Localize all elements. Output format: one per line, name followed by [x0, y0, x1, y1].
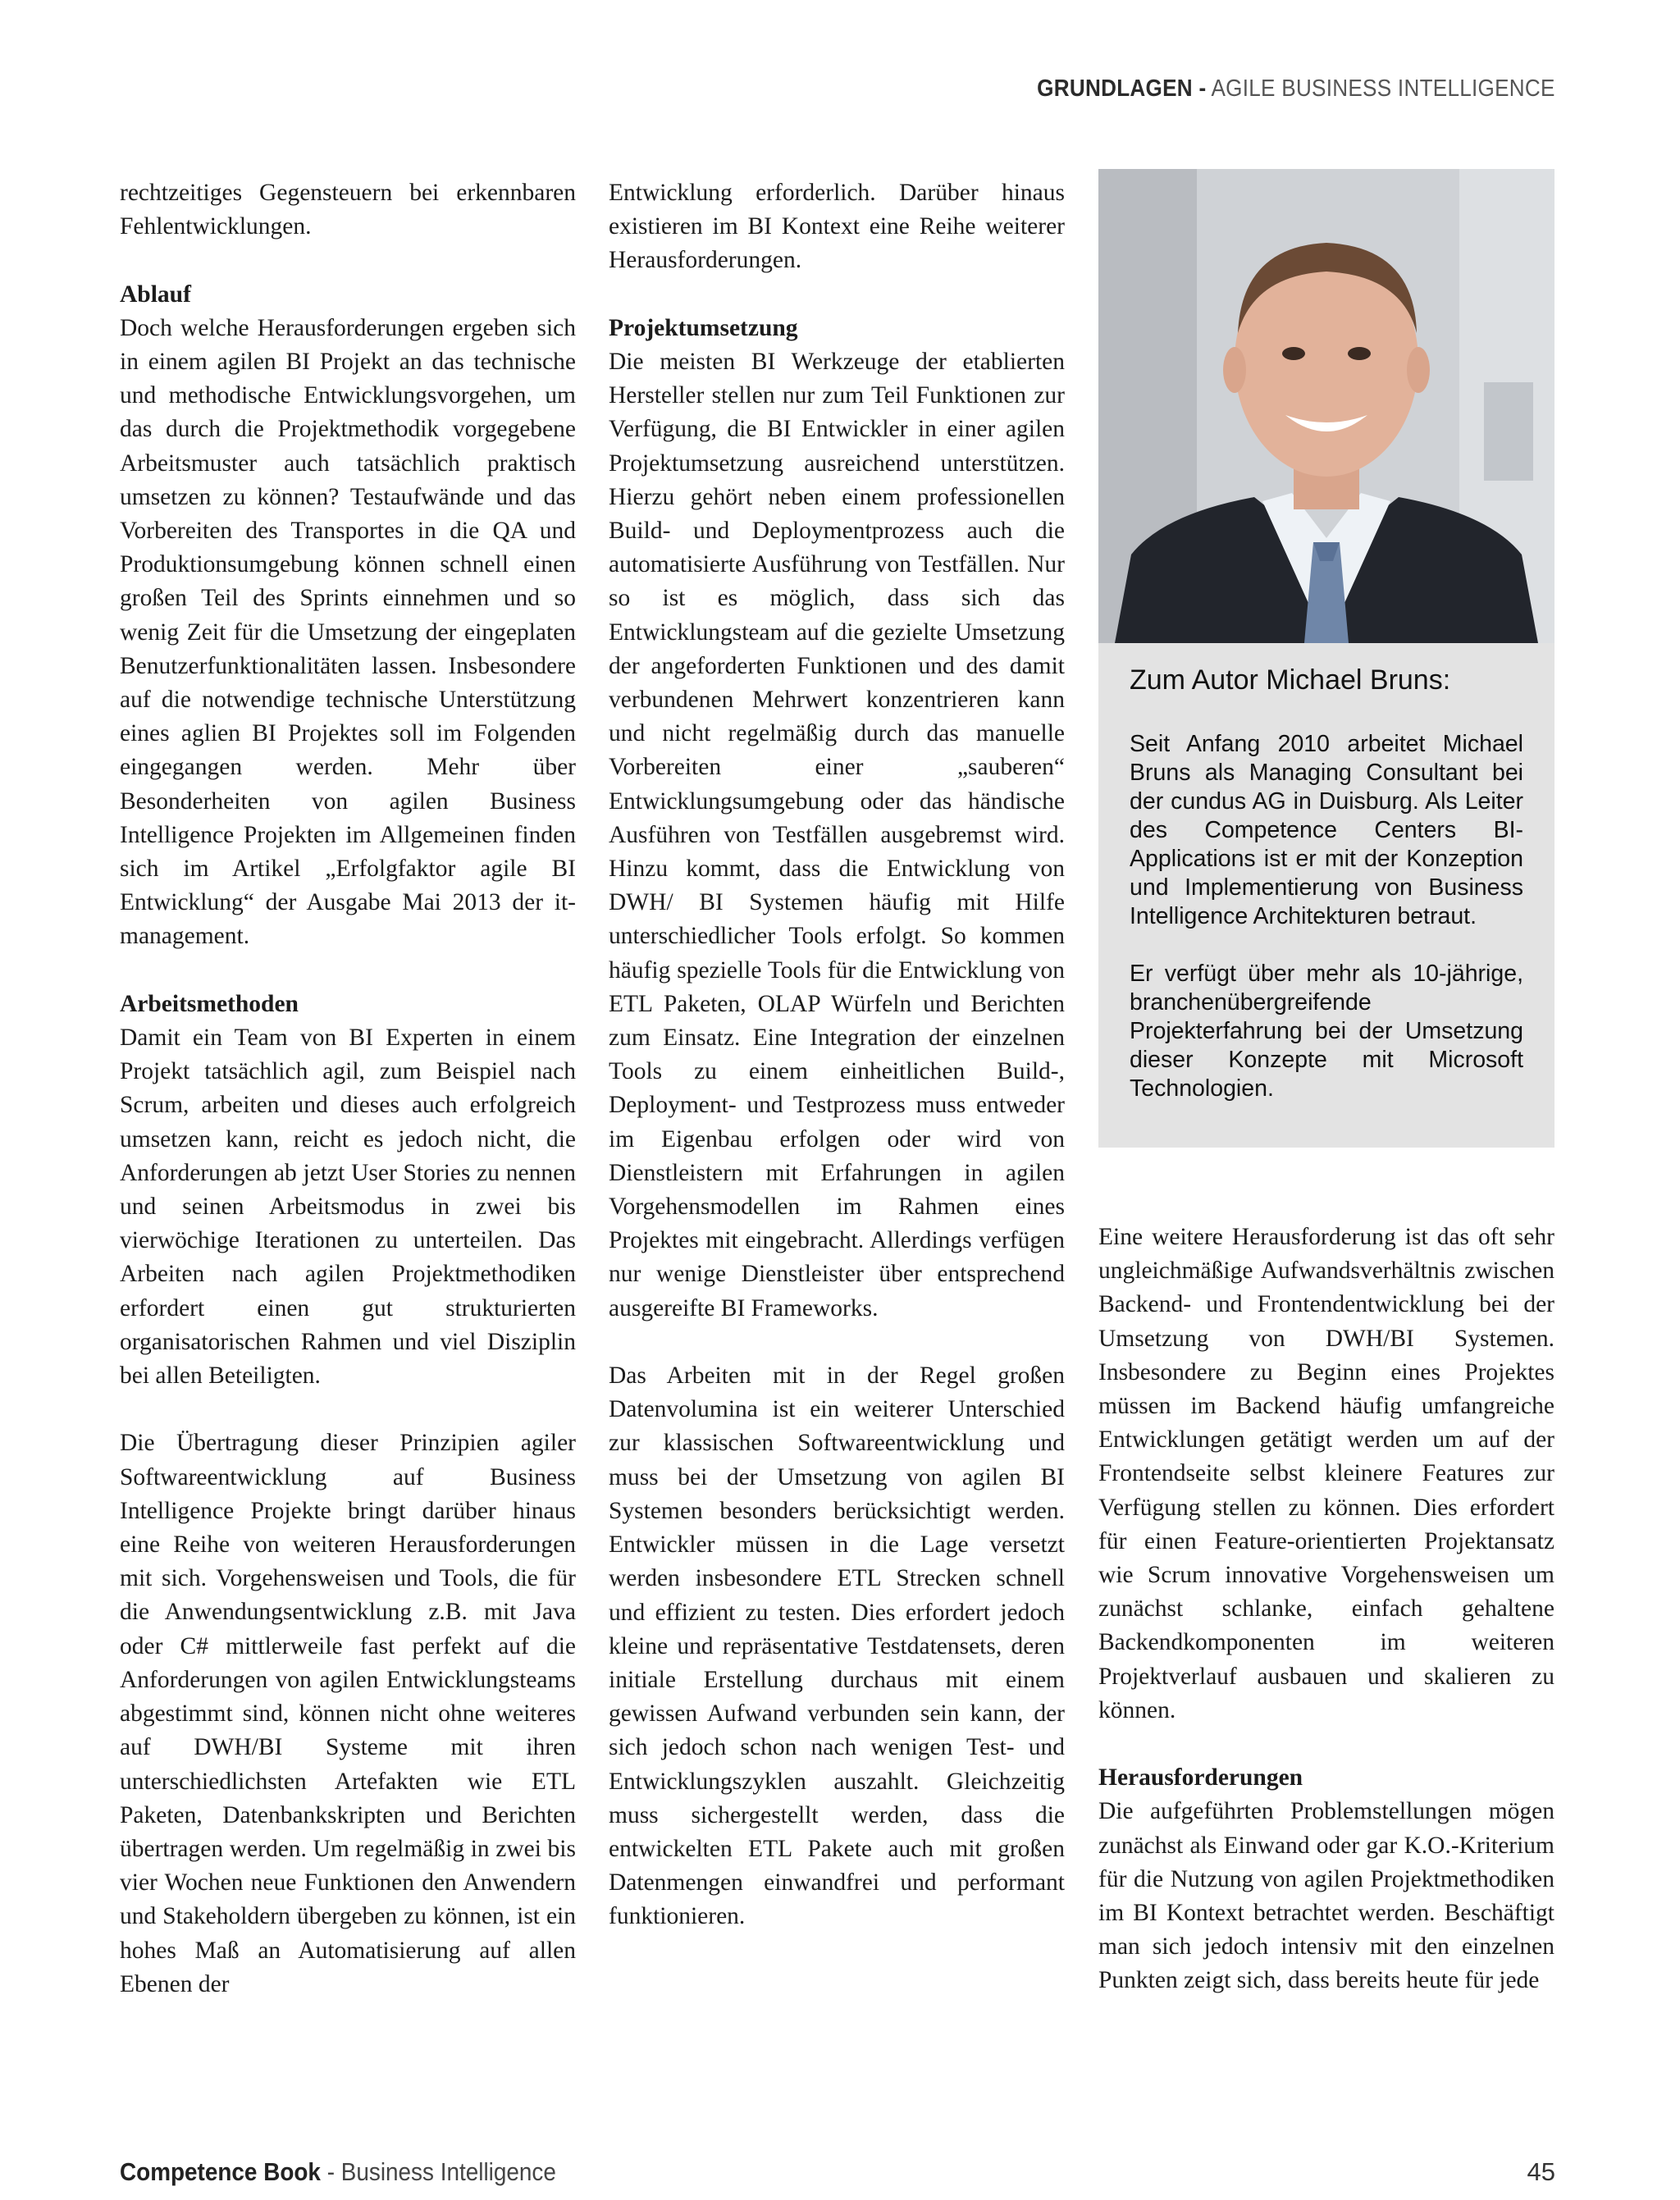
author-bio-box: [1098, 643, 1554, 1148]
paragraph: Die aufgeführten Problemstellungen mögen zunächst als Einwand oder gar K.O.-Kriterium für die Nutzung von agilen Projektmethodiken im BI Kontext betrachtet werden. Beschäftigt man sich jedoch intensiv mit den einzelnen Punkten zeigt sich, dass bereits heute für jede: [1098, 1798, 1554, 1994]
column-3: [1098, 1221, 1554, 2032]
heading-projektumsetzung: Projektumsetzung: [609, 314, 798, 341]
header-title: AGILE BUSINESS INTELLIGENCE: [1211, 75, 1555, 102]
bio-title: Zum Autor Michael Bruns:: [1130, 664, 1451, 696]
heading-ablauf: Ablauf: [120, 281, 191, 308]
paragraph: Das Arbeiten mit in der Regel großen Datenvolumina ist ein weiterer Unterschied zur klassischen Softwareentwicklung und muss bei der Umsetzung von agilen BI Systemen besonders berücksichtigt werden. Entwickler müssen in die Lage versetzt werden insbesondere ETL Strecken schnell und effizient zu testen. Dies erfordert jedoch kleine und repräsentative Testdatensets, deren initiale Erstellung durchaus mit einem gewissen Aufwand verbunden sein kann, der sich jedoch schon nach wenigen Test- und Entwicklungszyklen auszahlt. Gleichzeitig muss sichergestellt werden, dass die entwickelten ETL Pakete auch mit großen Datenmengen einwandfrei und performant funktionieren.: [609, 1362, 1065, 1930]
column-2: [609, 176, 1065, 1968]
page-number: 45: [1527, 2157, 1555, 2186]
bio-paragraph: Er verfügt über mehr als 10-jährige, branchenübergreifende Projekterfahrung bei der Umsetzung dieser Konzepte mit Microsoft Technologien.: [1130, 961, 1523, 1102]
paragraph: Die Übertragung dieser Prinzipien agiler Softwareentwicklung auf Business Intelligence Projekte bringt darüber hinaus eine Reihe von weiteren Herausforderungen mit sich. Vorgehensweisen und Tools, die für die Anwendungsentwicklung z.B. mit Java oder C# mittlerweile fast perfekt auf die Anforderungen von agilen Entwicklungsteams abgestimmt sind, können nicht ohne weiteres auf DWH/BI Systeme mit ihren unterschiedlichsten Artefakten wie ETL Paketen, Datenbankskripten und Berichten übertragen werden. Um regelmäßig in zwei bis vier Wochen neue Funktionen den Anwendern und Stakeholdern übergeben zu können, ist ein hohes Maß an Automatisierung auf allen Ebenen der: [120, 1430, 576, 1997]
footer-brand: Competence Book: [120, 2157, 321, 2186]
footer-publication: [120, 2157, 556, 2187]
paragraph: Die meisten BI Werkzeuge der etablierten Hersteller stellen nur zum Teil Funktionen zur Verfügung, die BI Entwickler in einer agilen Projektumsetzung ausreichend unterstützen. Hierzu gehört neben einem professionellen Build- und Deploymentprozess auch die automatisierte Ausführung von Testfällen. Nur so ist es möglich, dass sich das Entwicklungsteam auf die gezielte Umsetzung der angeforderten Funktionen und des damit verbundenen Mehrwert konzentrieren kann und nicht regelmäßig durch das manuelle Vorbereiten einer „sauberen“ Entwicklungsumgebung oder das händische Ausführen von Testfällen ausgebremst wird. Hinzu kommt, dass die Entwicklung von DWH/ BI Systemen häufig mit Hilfe unterschiedlicher Tools erfolgt. So kommen häufig spezielle Tools für die Entwicklung von ETL Paketen, OLAP Würfeln und Berichten zum Einsatz. Eine Integration der einzelnen Tools zu einem einheitlichen Build-, Deployment- und Testprozess muss entweder im Eigenbau erfolgen oder wird von Dienstleistern mit Erfahrungen in agilen Vorgehensmodellen im Rahmen eines Projektes mit eingebracht. Allerdings verfügen nur wenige Dienstleister über entsprechend ausgereifte BI Frameworks.: [609, 349, 1065, 1321]
paragraph: rechtzeitiges Gegensteuern bei erkennbaren Fehlentwicklungen.: [120, 180, 576, 240]
header-section: GRUNDLAGEN -: [1037, 75, 1207, 102]
heading-herausforderungen: Herausforderungen: [1098, 1764, 1303, 1791]
portrait-illustration: [1098, 169, 1554, 643]
paragraph: Damit ein Team von BI Experten in einem Projekt tatsächlich agil, zum Beispiel nach Scrum, arbeiten und dieses auch erfolgreich umsetzen kann, reicht es jedoch nicht, die Anforderungen ab jetzt User Stories zu nennen und seinen Arbeitsmodus in zwei bis vierwöchige Iterationen zu unterteilen. Das Arbeiten nach agilen Projektmethodiken erfordert einen gut strukturierten organisatorischen Rahmen und viel Disziplin bei allen Beteiligten.: [120, 1025, 576, 1390]
running-header: [1037, 75, 1555, 103]
paragraph: Doch welche Herausforderungen ergeben sich in einem agilen BI Projekt an das technische und methodische Entwicklungsvorgehen, um das durch die Projektmethodik vorgegebene Arbeitsmuster auch tatsächlich praktisch umsetzen zu können? Testaufwände und das Vorbereiten des Transportes in die QA und Produktionsumgebung können schnell einen großen Teil des Sprints einnehmen und so wenig Zeit für die Umsetzung der eingeplaten Benutzerfunktionalitäten lassen. Insbesondere auf die notwendige technische Unterstützung eines aglien BI Projektes soll im Folgenden eingegangen werden. Mehr über Besonderheiten von agilen Business Intelligence Projekten im Allgemeinen finden sich im Artikel „Erfolgfaktor agile BI Entwicklung“ der Ausgabe Mai 2013 der it-management.: [120, 314, 576, 950]
paragraph: Entwicklung erforderlich. Darüber hinaus existieren im BI Kontext eine Reihe weiterer Herausforderungen.: [609, 180, 1065, 274]
heading-arbeitsmethoden: Arbeitsmethoden: [120, 990, 299, 1017]
author-photo: [1098, 169, 1554, 643]
column-1: [120, 176, 576, 2035]
footer-subtitle: - Business Intelligence: [320, 2157, 556, 2186]
bio-paragraph: Seit Anfang 2010 arbeitet Michael Bruns als Managing Consultant bei der cundus AG in Duisburg. Als Leiter des Competence Centers BI-Applications ist er mit der Konzeption und Implementierung von Business Intelligence Architekturen betraut.: [1130, 731, 1523, 929]
paragraph: Eine weitere Herausforderung ist das oft sehr ungleichmäßige Aufwandsverhältnis zwischen Backend- und Frontendentwicklung bei der Umsetzung von DWH/BI Systemen. Insbesondere zu Beginn eines Projektes müssen im Backend häufig umfangreiche Entwicklungen getätigt werden um auf der Frontendseite selbst kleinere Features zur Verfügung stellen zu können. Dies erfordert für einen Feature-orientierten Projektansatz wie Scrum innovative Vorgehensweisen um zunächst schlanke, einfach gehaltene Backendkomponenten im weiteren Projektverlauf ausbauen und skalieren zu können.: [1098, 1224, 1554, 1723]
